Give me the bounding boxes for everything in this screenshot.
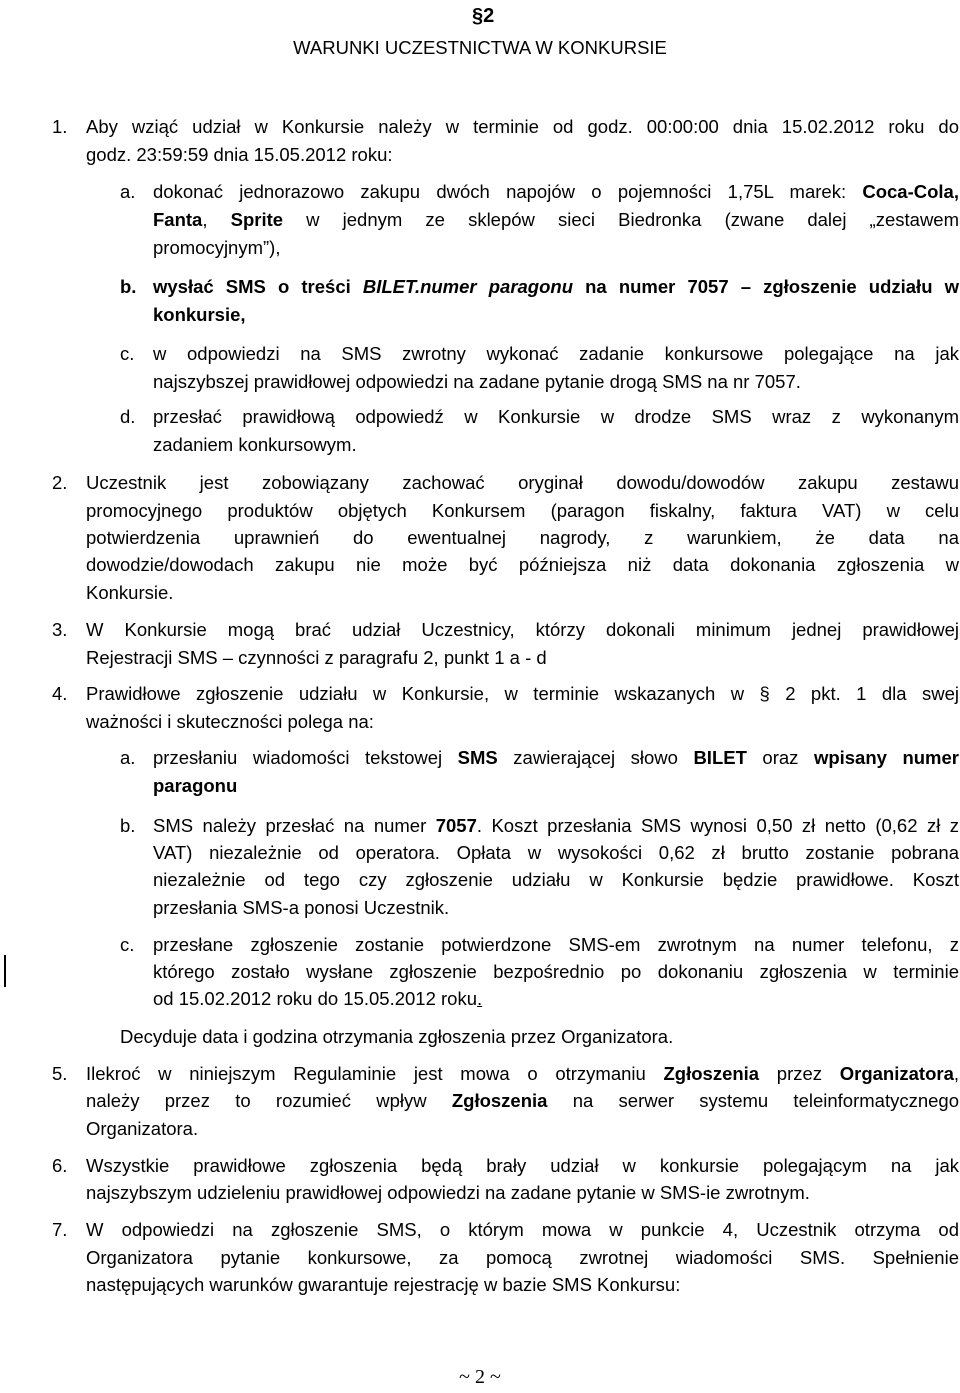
item-7-line-1: W odpowiedzi na zgłoszenie SMS, o którym mowa w punkcie 4, Uczestnik otrzyma od: [86, 1219, 959, 1240]
item-1b-line-1: wysłać SMS o treści BILET.numer paragonu na numer 7057 – zgłoszenie udziału w: [153, 276, 959, 297]
item-7-line-3: następujących warunków gwarantuje rejestrację w bazie SMS Konkursu:: [86, 1274, 681, 1295]
item-7-number: 7.: [52, 1219, 68, 1240]
item-3-line-2: Rejestracji SMS – czynności z paragrafu 2, punkt 1 a - d: [86, 647, 547, 668]
item-6-number: 6.: [52, 1155, 68, 1176]
item-1a-line-2: Fanta, Sprite w jednym ze sklepów sieci Biedronka (zwane dalej „zestawem: [153, 209, 959, 230]
item-4-note: Decyduje data i godzina otrzymania zgłoszenia przez Organizatora.: [120, 1026, 674, 1047]
item-1c-letter: c.: [120, 343, 135, 364]
section-symbol: §2: [472, 5, 495, 27]
item-2-number: 2.: [52, 472, 68, 493]
item-1c-line-1: w odpowiedzi na SMS zwrotny wykonać zadanie konkursowe polegające na jak: [153, 343, 959, 364]
item-4a-letter: a.: [120, 747, 136, 768]
item-4c-letter: c.: [120, 934, 135, 955]
item-2-line-5: Konkursie.: [86, 582, 174, 603]
item-6-line-1: Wszystkie prawidłowe zgłoszenia będą brały udział w konkursie polegającym na jak: [86, 1155, 959, 1176]
item-1-number: 1.: [52, 116, 68, 137]
item-4a-line-1: przesłaniu wiadomości tekstowej SMS zawierającej słowo BILET oraz wpisany numer: [153, 747, 959, 768]
item-4b-line-2: VAT) niezależnie od operatora. Opłata w wysokości 0,62 zł brutto zostanie pobrana: [153, 842, 959, 863]
item-1-line-2: godz. 23:59:59 dnia 15.05.2012 roku:: [86, 144, 393, 165]
item-5-line-1: Ilekroć w niniejszym Regulaminie jest mowa o otrzymaniu Zgłoszenia przez Organizatora,: [86, 1063, 959, 1084]
item-4c-line-1: przesłane zgłoszenie zostanie potwierdzone SMS-em zwrotnym na numer telefonu, z: [153, 934, 959, 955]
item-2-line-1: Uczestnik jest zobowiązany zachować oryginał dowodu/dowodów zakupu zestawu: [86, 472, 959, 493]
item-4c-line-2: którego zostało wysłane zgłoszenie bezpośrednio po dokonaniu zgłoszenia w terminie: [153, 961, 959, 982]
section-title: WARUNKI UCZESTNICTWA W KONKURSIE: [293, 37, 667, 58]
item-1d-line-1: przesłać prawidłową odpowiedź w Konkursie w drodze SMS wraz z wykonanym: [153, 406, 959, 427]
item-1-line-1: Aby wziąć udział w Konkursie należy w terminie od godz. 00:00:00 dnia 15.02.2012 roku do: [86, 116, 959, 137]
item-6-line-2: najszybszym udzieleniu prawidłowej odpowiedzi na zadane pytanie w SMS-ie zwrotnym.: [86, 1182, 810, 1203]
revision-bar: [4, 955, 6, 987]
item-1c-line-2: najszybszej prawidłowej odpowiedzi na zadane pytanie drogą SMS na nr 7057.: [153, 371, 801, 392]
item-4b-letter: b.: [120, 815, 136, 836]
item-5-line-3: Organizatora.: [86, 1118, 199, 1139]
item-1b-letter: b.: [120, 276, 137, 297]
item-1b-line-2: konkursie,: [153, 304, 246, 325]
item-1d-line-2: zadaniem konkursowym.: [153, 434, 357, 455]
item-1a-letter: a.: [120, 181, 136, 202]
item-4-line-1: Prawidłowe zgłoszenie udziału w Konkursie, w terminie wskazanych w § 2 pkt. 1 dla swej: [86, 683, 959, 704]
item-4b-line-4: przesłania SMS-a ponosi Uczestnik.: [153, 897, 450, 918]
item-5-number: 5.: [52, 1063, 68, 1084]
item-7-line-2: Organizatora pytanie konkursowe, za pomocą zwrotnej wiadomości SMS. Spełnienie: [86, 1247, 959, 1268]
item-3-number: 3.: [52, 619, 68, 640]
item-1d-letter: d.: [120, 406, 136, 427]
item-1a-line-3: promocyjnym”),: [153, 237, 281, 258]
item-4b-line-1: SMS należy przesłać na numer 7057. Koszt przesłania SMS wynosi 0,50 zł netto (0,62 zł z: [153, 815, 960, 836]
page-number: ~ 2 ~: [459, 1366, 501, 1388]
item-1a-line-1: dokonać jednorazowo zakupu dwóch napojów o pojemności 1,75L marek: Coca-Cola,: [153, 181, 959, 202]
item-2-line-4: dowodzie/dowodach zakupu nie może być późniejsza niż data dokonania zgłoszenia w: [86, 554, 959, 575]
item-4b-line-3: niezależnie od tego czy zgłoszenie udziału w Konkursie będzie prawidłowe. Koszt: [153, 869, 959, 890]
item-2-line-2: promocyjnego produktów objętych Konkursem (paragon fiskalny, faktura VAT) w celu: [86, 500, 959, 521]
item-5-line-2: należy przez to rozumieć wpływ Zgłoszenia na serwer systemu teleinformatycznego: [86, 1090, 959, 1111]
item-4-line-2: ważności i skuteczności polega na:: [86, 711, 374, 732]
item-3-line-1: W Konkursie mogą brać udział Uczestnicy, którzy dokonali minimum jednej prawidłowej: [86, 619, 959, 640]
item-4a-line-2: paragonu: [153, 775, 238, 796]
item-4-number: 4.: [52, 683, 68, 704]
item-2-line-3: potwierdzenia uprawnień do ewentualnej nagrody, z warunkiem, że data na: [86, 527, 959, 548]
item-4c-line-3: od 15.02.2012 roku do 15.05.2012 roku.: [153, 988, 483, 1009]
